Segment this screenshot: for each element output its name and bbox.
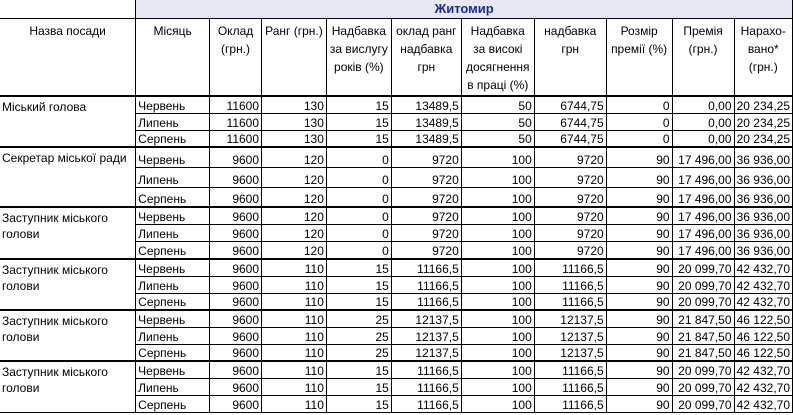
premium-pct-cell: 90 [606,293,672,310]
salary-cell: 9600 [210,224,262,241]
accrued-cell: 42 432,70 [734,361,792,378]
header-seniority: Надбавка за вислугу років (%) [326,18,391,96]
seniority-cell: 25 [326,310,391,327]
achievement-cell: 100 [461,361,534,378]
bonus-cell: 12137,5 [534,327,606,344]
premium-cell: 17 496,00 [672,224,734,241]
salary-cell: 11600 [210,96,262,113]
salary-rank-bonus-cell: 13489,5 [391,130,461,147]
month-cell: Серпень [136,344,210,361]
salary-rank-bonus-cell: 9720 [391,207,461,224]
premium-cell: 17 496,00 [672,207,734,224]
bonus-cell: 11166,5 [534,361,606,378]
bonus-cell: 11166,5 [534,378,606,395]
bonus-cell: 11166,5 [534,259,606,276]
salary-cell: 9600 [210,361,262,378]
month-cell: Липень [136,224,210,241]
accrued-cell: 36 936,00 [734,224,792,241]
header-rank: Ранг (грн.) [262,18,327,96]
accrued-cell: 36 936,00 [734,241,792,259]
position-cell: Заступник міського голови [0,361,136,412]
rank-cell: 130 [262,113,327,130]
rank-cell: 120 [262,147,327,167]
month-cell: Червень [136,147,210,167]
premium-cell: 20 099,70 [672,361,734,378]
accrued-cell: 20 234,25 [734,130,792,147]
premium-pct-cell: 0 [606,113,672,130]
accrued-cell: 20 234,25 [734,113,792,130]
position-cell: Міський голова [0,96,136,147]
salary-rank-bonus-cell: 9720 [391,241,461,259]
table-row [0,207,793,224]
achievement-cell: 50 [461,130,534,147]
accrued-cell: 36 936,00 [734,207,792,224]
bonus-cell: 9720 [534,224,606,241]
premium-pct-cell: 90 [606,310,672,327]
accrued-cell: 36 936,00 [734,187,792,207]
salary-cell: 9600 [210,241,262,259]
premium-pct-cell: 90 [606,276,672,293]
bonus-cell: 9720 [534,207,606,224]
rank-cell: 110 [262,378,327,395]
rank-cell: 110 [262,344,327,361]
salary-rank-bonus-cell: 11166,5 [391,293,461,310]
table-row [0,259,793,276]
premium-pct-cell: 90 [606,187,672,207]
salary-cell: 9600 [210,344,262,361]
premium-pct-cell: 90 [606,224,672,241]
premium-cell: 0,00 [672,130,734,147]
salary-cell: 9600 [210,147,262,167]
bonus-cell: 11166,5 [534,276,606,293]
bonus-cell: 9720 [534,147,606,167]
accrued-cell: 46 122,50 [734,327,792,344]
salary-rank-bonus-cell: 11166,5 [391,395,461,412]
salary-cell: 9600 [210,187,262,207]
premium-cell: 0,00 [672,113,734,130]
accrued-cell: 20 234,25 [734,96,792,113]
salary-rank-bonus-cell: 11166,5 [391,378,461,395]
month-cell: Червень [136,259,210,276]
premium-pct-cell: 0 [606,96,672,113]
month-cell: Липень [136,327,210,344]
seniority-cell: 15 [326,378,391,395]
salary-rank-bonus-cell: 12137,5 [391,344,461,361]
month-cell: Червень [136,96,210,113]
accrued-cell: 42 432,70 [734,378,792,395]
position-cell: Секретар міської ради [0,147,136,207]
month-cell: Червень [136,310,210,327]
premium-cell: 20 099,70 [672,259,734,276]
rank-cell: 120 [262,187,327,207]
bonus-cell: 12137,5 [534,344,606,361]
salary-cell: 9600 [210,276,262,293]
achievement-cell: 50 [461,113,534,130]
bonus-cell: 9720 [534,241,606,259]
salary-cell: 9600 [210,395,262,412]
salary-rank-bonus-cell: 9720 [391,147,461,167]
seniority-cell: 15 [326,113,391,130]
table-row [0,147,793,167]
premium-cell: 20 099,70 [672,276,734,293]
salary-cell: 9600 [210,310,262,327]
premium-cell: 21 847,50 [672,310,734,327]
premium-pct-cell: 90 [606,378,672,395]
month-cell: Серпень [136,241,210,259]
month-cell: Липень [136,113,210,130]
position-cell: Заступник міського голови [0,207,136,259]
achievement-cell: 100 [461,241,534,259]
seniority-cell: 0 [326,167,391,187]
header-premium-pct: Розмір премії (%) [606,18,672,96]
header-salary-rank-bonus: оклад ранг надбавка грн [391,18,461,96]
seniority-cell: 15 [326,293,391,310]
rank-cell: 110 [262,293,327,310]
bonus-cell: 11166,5 [534,293,606,310]
header-salary: Оклад (грн.) [210,18,262,96]
premium-cell: 17 496,00 [672,167,734,187]
bonus-cell: 9720 [534,167,606,187]
month-cell: Серпень [136,187,210,207]
city-title: Житомир [136,0,793,18]
salary-rank-bonus-cell: 9720 [391,167,461,187]
bonus-cell: 12137,5 [534,310,606,327]
seniority-cell: 25 [326,344,391,361]
premium-pct-cell: 90 [606,207,672,224]
premium-cell: 21 847,50 [672,327,734,344]
premium-cell: 17 496,00 [672,187,734,207]
header-achievement: Надбавка за високі досягнення в праці (%) [461,18,534,96]
bonus-cell: 9720 [534,187,606,207]
header-premium: Премія (грн.) [672,18,734,96]
achievement-cell: 100 [461,259,534,276]
rank-cell: 110 [262,327,327,344]
premium-pct-cell: 90 [606,167,672,187]
salary-rank-bonus-cell: 11166,5 [391,361,461,378]
month-cell: Липень [136,378,210,395]
bonus-cell: 6744,75 [534,113,606,130]
table-body [0,96,793,412]
achievement-cell: 100 [461,293,534,310]
salary-rank-bonus-cell: 11166,5 [391,259,461,276]
month-cell: Серпень [136,293,210,310]
rank-cell: 110 [262,276,327,293]
rank-cell: 120 [262,167,327,187]
premium-cell: 0,00 [672,96,734,113]
premium-pct-cell: 90 [606,327,672,344]
premium-pct-cell: 90 [606,147,672,167]
bonus-cell: 6744,75 [534,130,606,147]
achievement-cell: 100 [461,378,534,395]
salary-cell: 9600 [210,293,262,310]
achievement-cell: 100 [461,276,534,293]
achievement-cell: 50 [461,96,534,113]
rank-cell: 130 [262,130,327,147]
rank-cell: 110 [262,361,327,378]
rank-cell: 120 [262,241,327,259]
salary-rank-bonus-cell: 13489,5 [391,113,461,130]
header-accrued: Нарахо-вано* (грн.) [734,18,792,96]
position-cell: Заступник міського голови [0,310,136,361]
seniority-cell: 0 [326,147,391,167]
accrued-cell: 42 432,70 [734,276,792,293]
premium-cell: 20 099,70 [672,293,734,310]
achievement-cell: 100 [461,224,534,241]
seniority-cell: 0 [326,207,391,224]
salary-rank-bonus-cell: 12137,5 [391,310,461,327]
rank-cell: 110 [262,310,327,327]
salary-cell: 9600 [210,207,262,224]
premium-cell: 20 099,70 [672,395,734,412]
rank-cell: 110 [262,259,327,276]
bonus-cell: 6744,75 [534,96,606,113]
header-month: Місяць [136,18,210,96]
premium-cell: 20 099,70 [672,378,734,395]
salary-cell: 9600 [210,167,262,187]
salary-rank-bonus-cell: 12137,5 [391,327,461,344]
bonus-cell: 11166,5 [534,395,606,412]
accrued-cell: 36 936,00 [734,147,792,167]
salary-cell: 11600 [210,130,262,147]
premium-pct-cell: 90 [606,344,672,361]
blank-corner [0,0,136,18]
salary-cell: 11600 [210,113,262,130]
month-cell: Червень [136,207,210,224]
month-cell: Червень [136,361,210,378]
rank-cell: 120 [262,224,327,241]
accrued-cell: 46 122,50 [734,344,792,361]
month-cell: Липень [136,276,210,293]
salary-rank-bonus-cell: 9720 [391,224,461,241]
month-cell: Липень [136,167,210,187]
accrued-cell: 36 936,00 [734,167,792,187]
accrued-cell: 46 122,50 [734,310,792,327]
rank-cell: 130 [262,96,327,113]
salary-rank-bonus-cell: 9720 [391,187,461,207]
seniority-cell: 0 [326,224,391,241]
accrued-cell: 42 432,70 [734,259,792,276]
achievement-cell: 100 [461,344,534,361]
salary-rank-bonus-cell: 11166,5 [391,276,461,293]
seniority-cell: 25 [326,327,391,344]
table-row [0,96,793,113]
achievement-cell: 100 [461,167,534,187]
month-cell: Серпень [136,130,210,147]
accrued-cell: 42 432,70 [734,293,792,310]
seniority-cell: 15 [326,361,391,378]
salary-rank-bonus-cell: 13489,5 [391,96,461,113]
achievement-cell: 100 [461,395,534,412]
premium-cell: 17 496,00 [672,241,734,259]
salary-cell: 9600 [210,327,262,344]
position-cell: Заступник міського голови [0,259,136,310]
table-row [0,310,793,327]
achievement-cell: 100 [461,207,534,224]
premium-pct-cell: 90 [606,395,672,412]
premium-pct-cell: 90 [606,361,672,378]
seniority-cell: 15 [326,259,391,276]
month-cell: Серпень [136,395,210,412]
seniority-cell: 15 [326,395,391,412]
seniority-cell: 15 [326,96,391,113]
table-row [0,361,793,378]
premium-pct-cell: 0 [606,130,672,147]
seniority-cell: 0 [326,187,391,207]
achievement-cell: 100 [461,327,534,344]
seniority-cell: 0 [326,241,391,259]
achievement-cell: 100 [461,187,534,207]
salary-cell: 9600 [210,259,262,276]
premium-cell: 21 847,50 [672,344,734,361]
rank-cell: 110 [262,395,327,412]
header-position: Назва посади [0,18,136,96]
seniority-cell: 15 [326,276,391,293]
achievement-cell: 100 [461,310,534,327]
salary-cell: 9600 [210,378,262,395]
premium-pct-cell: 90 [606,241,672,259]
rank-cell: 120 [262,207,327,224]
premium-cell: 17 496,00 [672,147,734,167]
premium-pct-cell: 90 [606,259,672,276]
seniority-cell: 15 [326,130,391,147]
achievement-cell: 100 [461,147,534,167]
accrued-cell: 42 432,70 [734,395,792,412]
header-bonus-uah: надбавка грн [534,18,606,96]
